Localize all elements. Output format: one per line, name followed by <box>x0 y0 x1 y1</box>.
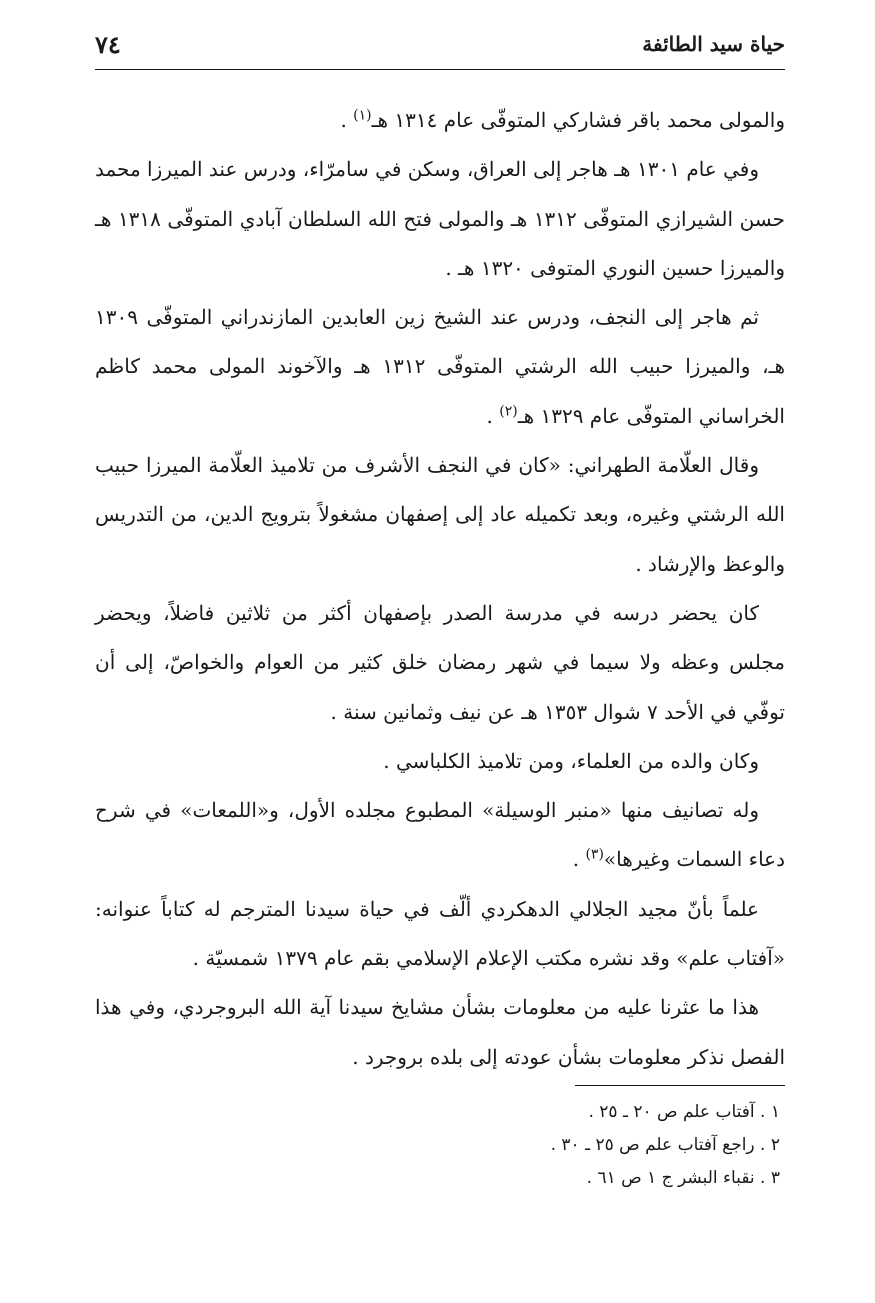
header-rule <box>95 69 785 70</box>
footnote-2: ٢ . راجع آفتاب علم ص ٢٥ ـ ٣٠ . <box>550 1135 780 1155</box>
footnote-marker-1: (١) <box>353 107 372 124</box>
paragraph-5: كان يحضر درسه في مدرسة الصدر بإصفهان أكثر من ثلاثين فاضلاً، ويحضر مجلس وعظه ولا سيما في شهر رمضان خلق كثير من العوام والخواصّ، إلى أن توفّي في الأحد ٧ شوال ١٣٥٣ هـ عن نيف وثمانين سنة . <box>95 600 785 724</box>
paragraph-tail: . <box>340 108 354 132</box>
paragraph-8: علماً بأنّ مجيد الجلالي الدهكردي ألّف في حياة سيدنا المترجم له كتاباً عنوانه: «آفتاب علم» وقد نشره مكتب الإعلام الإسلامي بقم عام ١٣٧٩ شمسيّة . <box>95 896 785 971</box>
footnote-separator <box>575 1085 785 1086</box>
paragraph-1 <box>95 96 785 145</box>
paragraph-tail: . <box>572 847 586 872</box>
paragraph-3 <box>95 293 785 441</box>
running-title: حياة سيد الطائفة <box>642 32 785 56</box>
paragraph-7 <box>95 786 785 885</box>
paragraph-9: هذا ما عثرنا عليه من معلومات بشأن مشايخ سيدنا آية الله البروجردي، وفي هذا الفصل نذكر معلومات بشأن عودته إلى بلده بروجرد . <box>95 995 785 1069</box>
page-header <box>95 30 785 70</box>
paragraph-text: والمولى محمد باقر فشاركي المتوفّى عام ١٣١٤ هـ <box>371 108 785 132</box>
footnote-marker-2: (٢) <box>499 403 518 420</box>
paragraph-text: وله تصانيف منها «منبر الوسيلة» المطبوع مجلده الأول، و«اللمعات» في شرح دعاء السمات وغيرها» <box>95 798 785 872</box>
paragraph-2: وفي عام ١٣٠١ هـ هاجر إلى العراق، وسكن في سامرّاء، ودرس عند الميرزا محمد حسن الشيرازي المتوفّى ١٣١٢ هـ والمولى فتح الله السلطان آبادي المتوفّى ١٣١٨ هـ والميرزا حسين النوري المتوفى ١٣٢٠ هـ . <box>95 157 786 280</box>
footnotes <box>90 1096 780 1195</box>
paragraph-6: وكان والده من العلماء، ومن تلاميذ الكلباسي . <box>383 748 759 773</box>
footnote-1: ١ . آفتاب علم ص ٢٠ ـ ٢٥ . <box>588 1102 780 1122</box>
paragraph-4: وقال العلّامة الطهراني: «كان في النجف الأشرف من تلاميذ العلّامة الميرزا حبيب الله الرشتي وغيره، وبعد تكميله عاد إلى إصفهان مشغولاً بترويج الدين، من التدريس والوعظ والإرشاد . <box>95 453 785 576</box>
footnote-marker-3: (٣) <box>585 846 604 863</box>
paragraph-text: ثم هاجر إلى النجف، ودرس عند الشيخ زين العابدين المازندراني المتوفّى ١٣٠٩ هـ، والميرزا حبيب الله الرشتي المتوفّى ١٣١٢ هـ والآخوند المولى محمد كاظم الخراساني المتوفّى عام ١٣٢٩ هـ <box>95 305 785 428</box>
paragraph-tail: . <box>486 403 500 428</box>
page-number: ٧٤ <box>95 30 121 59</box>
footnote-3: ٣ . نقباء البشر ج ١ ص ٦١ . <box>586 1168 780 1188</box>
body-text <box>95 96 785 1082</box>
